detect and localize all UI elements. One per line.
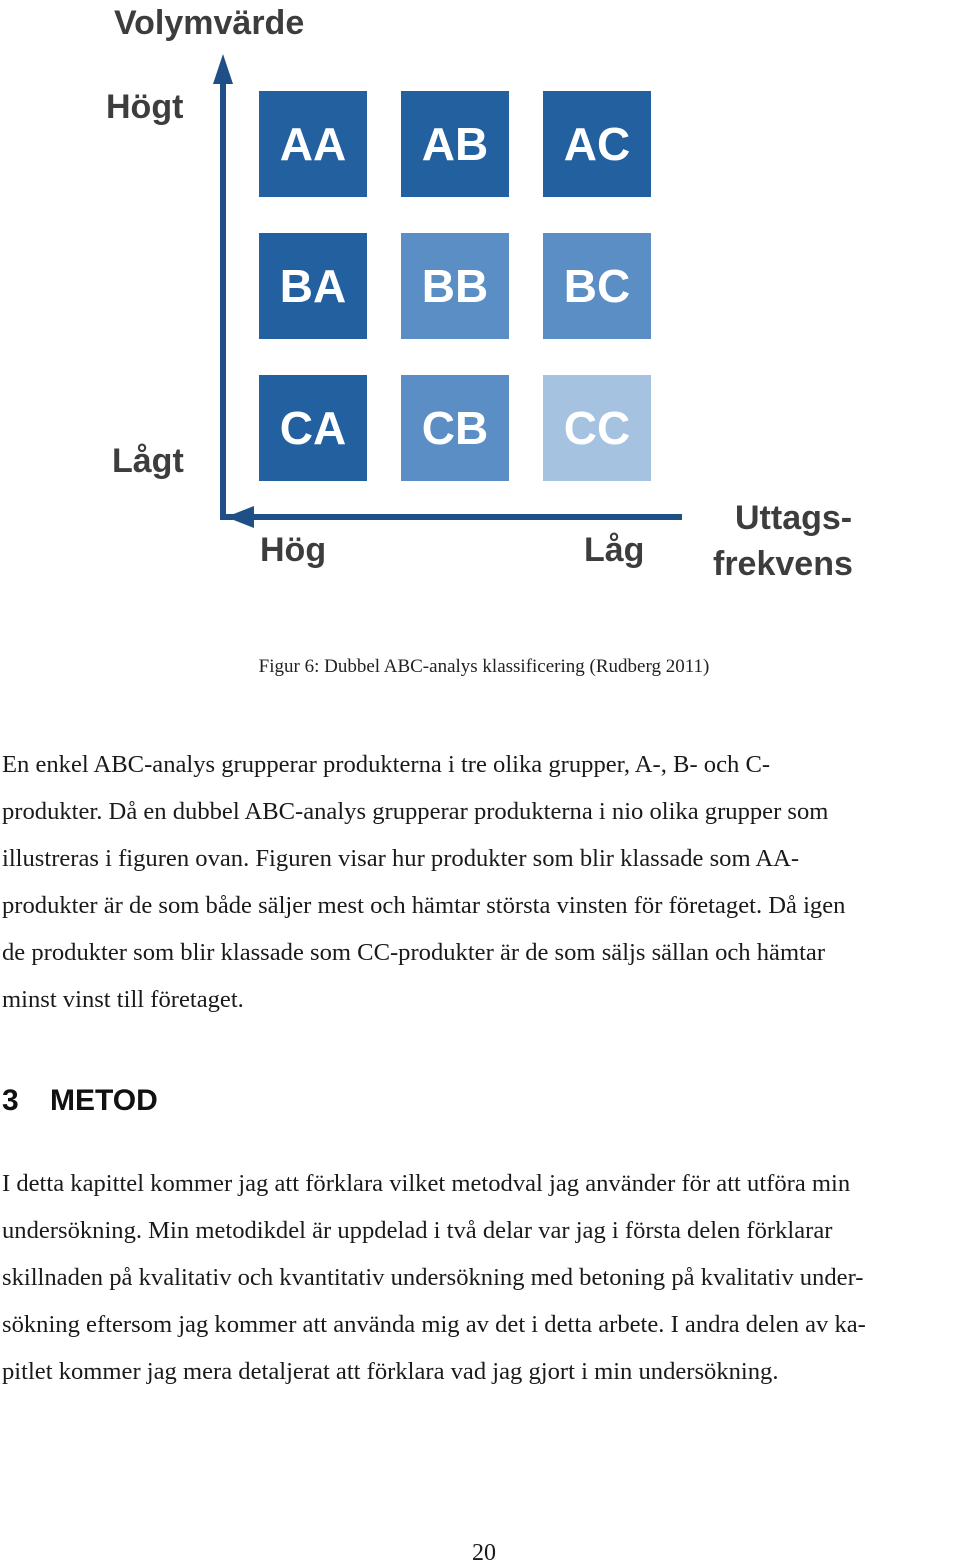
cell-cc: CC bbox=[543, 375, 651, 481]
paragraph-line: produkter. Då en dubbel ABC-analys grupperar produkterna i nio olika grupper som bbox=[2, 798, 829, 825]
cell-ba: BA bbox=[259, 233, 367, 339]
figure-caption: Figur 6: Dubbel ABC-analys klassificering (Rudberg 2011) bbox=[258, 656, 710, 677]
cell-cb: CB bbox=[401, 375, 509, 481]
cell-ac: AC bbox=[543, 91, 651, 197]
cell-bc: BC bbox=[543, 233, 651, 339]
paragraph-line: undersökning. Min metodikdel är uppdelad i två delar var jag i första delen förklarar bbox=[2, 1217, 833, 1244]
x-axis-line bbox=[220, 514, 682, 520]
x-low-label: Låg bbox=[584, 531, 645, 569]
paragraph-line: I detta kapittel kommer jag att förklara vilket metodval jag använder för att utföra min bbox=[2, 1170, 851, 1197]
x-axis-arrow bbox=[226, 506, 254, 528]
y-high-label: Högt bbox=[106, 88, 184, 126]
paragraph-line: produkter är de som både säljer mest och hämtar största vinsten för företaget. Då igen bbox=[2, 892, 846, 919]
cell-ab: AB bbox=[401, 91, 509, 197]
x-axis-title-line1: Uttags- bbox=[735, 499, 853, 537]
paragraph-line: En enkel ABC-analys grupperar produkterna i tre olika grupper, A-, B- och C- bbox=[2, 751, 771, 778]
paragraph-line: sökning eftersom jag kommer att använda mig av det i detta arbete. I andra delen av ka- bbox=[2, 1311, 866, 1338]
paragraph-line: skillnaden på kvalitativ och kvantitativ undersökning med betoning på kvalitativ under- bbox=[2, 1264, 864, 1291]
abc-matrix-figure bbox=[0, 0, 960, 600]
cell-aa: AA bbox=[259, 91, 367, 197]
paragraph-line: illustreras i figuren ovan. Figuren visar hur produkter som blir klassade som AA- bbox=[2, 845, 800, 872]
x-high-label: Hög bbox=[260, 531, 327, 569]
section-number: 3 bbox=[2, 1084, 19, 1117]
section-heading bbox=[2, 1084, 158, 1118]
cell-ca: CA bbox=[259, 375, 367, 481]
paragraph-abc-analysis bbox=[2, 741, 958, 1023]
section-title: METOD bbox=[50, 1084, 158, 1117]
y-axis-line bbox=[220, 80, 226, 520]
paragraph-line: minst vinst till företaget. bbox=[2, 986, 244, 1013]
x-axis-title-line2: frekvens bbox=[713, 545, 853, 583]
y-axis-title: Volymvärde bbox=[114, 4, 305, 42]
y-low-label: Lågt bbox=[112, 442, 184, 480]
paragraph-line: de produkter som blir klassade som CC-produkter är de som säljs sällan och hämtar bbox=[2, 939, 826, 966]
paragraph-method bbox=[2, 1160, 958, 1395]
paragraph-line: pitlet kommer jag mera detaljerat att förklara vad jag gjort i min undersökning. bbox=[2, 1358, 779, 1385]
cell-bb: BB bbox=[401, 233, 509, 339]
page-number: 20 bbox=[472, 1540, 496, 1566]
